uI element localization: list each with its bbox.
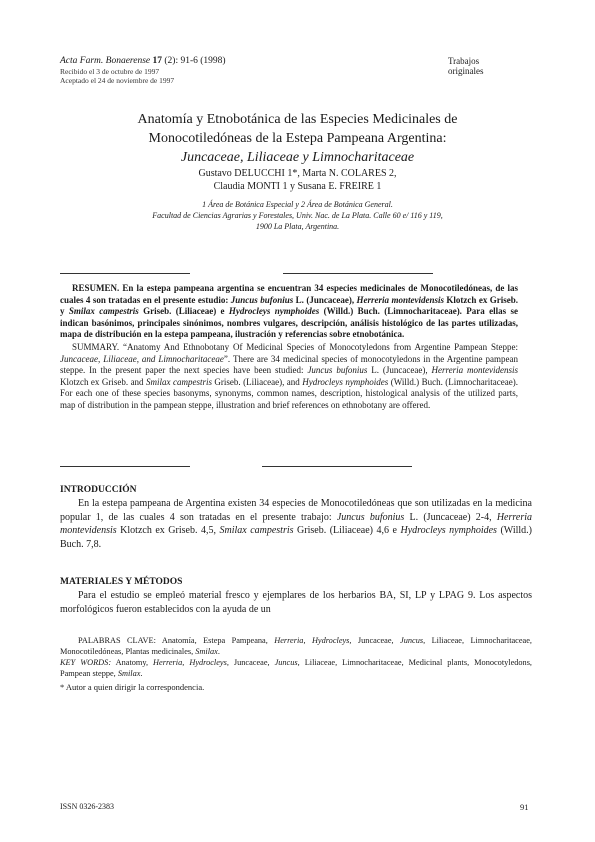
keywords-text: .	[217, 647, 220, 656]
species-name: Herreria montevidensis	[431, 365, 518, 376]
summary-text: ”. There are 34 medicinal species of monocotyledons in the Argentine pampean steppe. In the present paper the next species have been studied:	[60, 353, 519, 376]
abstract-rule-bottom-left	[60, 466, 190, 467]
summary-text: Klotzch ex Griseb. and	[60, 376, 147, 387]
resumen-text: Klotzch ex Griseb. y	[60, 294, 518, 317]
intro-body	[60, 497, 532, 551]
methods-heading: MATERIALES Y MÉTODOS	[60, 577, 183, 587]
summary-text: SUMMARY. “Anatomy And Ethnobotany Of Medicinal Species of Monocotyledons from Argentine Pampean Steppe:	[72, 341, 518, 352]
resumen-paragraph	[60, 283, 518, 341]
family-names: Juncaceae, Liliaceae, and Limnocharitaceae	[60, 353, 224, 364]
keywords-text: , Liliaceae, Limnocharitaceae, Monocotiledóneas, Plantas medicinales,	[60, 636, 532, 656]
journal-citation	[60, 56, 226, 67]
genus-name: Hydrocleys	[189, 658, 227, 667]
authors-line-2: Claudia MONTI 1 y Susana E. FREIRE 1	[213, 181, 382, 192]
genus-name: Smilax	[195, 647, 218, 656]
keywords-text: ,	[303, 636, 312, 645]
species-name: Juncus bufonius	[307, 365, 368, 376]
summary-text: (Willd.) Buch. (Limnocharitaceae). For each one of these species basonyms, synonyms, common names, description, histological analysis of the utilized parts, map of distribution in the pampean steppe, illustration and brief references on ethnobotany are offered.	[60, 376, 518, 410]
affiliation	[60, 199, 535, 232]
correspondence-footnote: * Autor a quien dirigir la correspondencia.	[60, 682, 205, 692]
keywords-text: .	[140, 669, 143, 678]
resumen-label: RESUMEN.	[72, 283, 120, 293]
abstract-rule-top-left	[60, 273, 190, 274]
keywords-text: ,	[182, 658, 190, 667]
intro-text: (Willd.) Buch. 7,8.	[60, 525, 532, 550]
intro-paragraph	[60, 497, 532, 551]
species-name: Smilax campestris	[219, 525, 294, 537]
species-name: Hydrocleys nymphoides	[400, 525, 497, 537]
journal-name: Acta Farm. Bonaerense	[60, 56, 151, 66]
resumen-text: En la estepa pampeana argentina se encuentran 34 especies medicinales de Monocotiledóneas, de las cuales 4 son tratadas en el presente estudio:	[60, 283, 518, 305]
intro-text: Griseb. (Liliaceae) 4,6 e	[293, 525, 401, 537]
genus-name: Herreria	[274, 636, 304, 645]
abstract-rule-top-right	[283, 273, 433, 274]
genus-name: Juncus	[400, 636, 424, 645]
keywords-text: , Juncaceae,	[226, 658, 275, 667]
species-name: Smilax campestris	[146, 376, 212, 387]
genus-name: Herreria	[153, 658, 183, 667]
submission-dates	[60, 68, 174, 85]
genus-name: Smilax	[117, 669, 141, 678]
resumen-text: (Willd.) Buch. (Limnocharitaceae). Para ellas se indican basónimos, principales sinónimos, nombres vulgares, descripción, análisis histológico de las partes utilizadas, mapa de distribución en la estepa pampeana, ilustración y referencias sobre etnobotánica.	[60, 306, 519, 340]
authors-line-1: Gustavo DELUCCHI 1*, Marta N. COLARES 2,	[198, 168, 397, 179]
keywords-text: , Juncaceae,	[349, 636, 401, 645]
genus-name: Hydrocleys	[311, 636, 350, 645]
methods-paragraph: Para el estudio se empleó material fresco y ejemplares de los herbarios BA, SI, LP y LPAG 9. Los aspectos morfológicos fueron establecidos con la ayuda de un	[60, 590, 532, 615]
abstract	[60, 283, 518, 412]
intro-heading: INTRODUCCIÓN	[60, 485, 137, 495]
species-name: Hydrocleys nymphoides	[302, 376, 389, 387]
affiliation-line-3: 1900 La Plata, Argentina.	[255, 222, 340, 231]
title-line-1: Anatomía y Etnobotánica de las Especies Medicinales de	[137, 112, 458, 127]
resumen-text: L. (Juncaceae),	[293, 294, 357, 305]
summary-text: Griseb. (Liliaceae), and	[211, 376, 303, 387]
species-name: Smilax campestris	[68, 306, 139, 317]
genus-name: Juncus	[274, 658, 298, 667]
species-name: Juncus bufonius	[230, 294, 294, 305]
accepted-date: Aceptado el 24 de noviembre de 1997	[60, 75, 175, 85]
species-name: Herreria montevidensis	[60, 511, 533, 537]
title-line-2: Monocotiledóneas de la Estepa Pampeana Argentina:	[148, 131, 447, 146]
summary-text: L. (Juncaceae),	[367, 365, 432, 376]
keywords-es-label: PALABRAS CLAVE:	[78, 636, 156, 645]
intro-text: Klotzch ex Griseb. 4,5,	[116, 525, 220, 537]
summary-paragraph	[60, 342, 518, 412]
resumen-text: Griseb. (Liliaceae) e	[138, 306, 229, 317]
journal-volume: 17	[152, 56, 163, 66]
intro-text: L. (Juncaceae) 2-4,	[404, 511, 497, 523]
affiliation-line-2: Facultad de Ciencias Agrarias y Forestales, Univ. Nac. de La Plata. Calle 60 e/ 116 y 119,	[152, 211, 443, 220]
issn: ISSN 0326-2383	[60, 802, 115, 811]
title-line-3: Juncaceae, Liliaceae y Limnocharitaceae	[180, 150, 415, 165]
keywords-text: , Liliaceae, Limnocharitaceae, Medicinal plants, Monocotyledons, Pampean steppe,	[60, 658, 533, 678]
journal-issue-pages: (2): 91-6 (1998)	[164, 56, 226, 66]
species-name: Juncus bufonius	[336, 511, 405, 523]
species-name: Herreria montevidensis	[356, 294, 444, 305]
abstract-rule-bottom-right	[262, 466, 412, 467]
received-date: Recibido el 3 de octubre de 1997	[60, 67, 160, 76]
keywords-block	[60, 635, 532, 679]
intro-text: En la estepa pampeana de Argentina existen 34 especies de Monocotiledóneas que son utilizadas en la medicina popular 1, de las cuales 4 son tratadas en el presente trabajo:	[60, 498, 532, 523]
keywords-es	[60, 635, 532, 657]
keywords-en	[60, 657, 532, 679]
methods-body	[60, 589, 532, 616]
keywords-en-label: KEY WORDS:	[60, 658, 112, 667]
species-name: Hydrocleys nymphoides	[228, 306, 320, 317]
author-list	[60, 167, 535, 193]
affiliation-line-1: 1 Área de Botánica Especial y 2 Área de Botánica General.	[202, 200, 393, 209]
article-title	[60, 110, 535, 167]
keywords-text: Anatomía, Estepa Pampeana,	[155, 636, 275, 645]
page-number: 91	[520, 802, 529, 812]
keywords-text: Anatomy,	[111, 658, 154, 667]
